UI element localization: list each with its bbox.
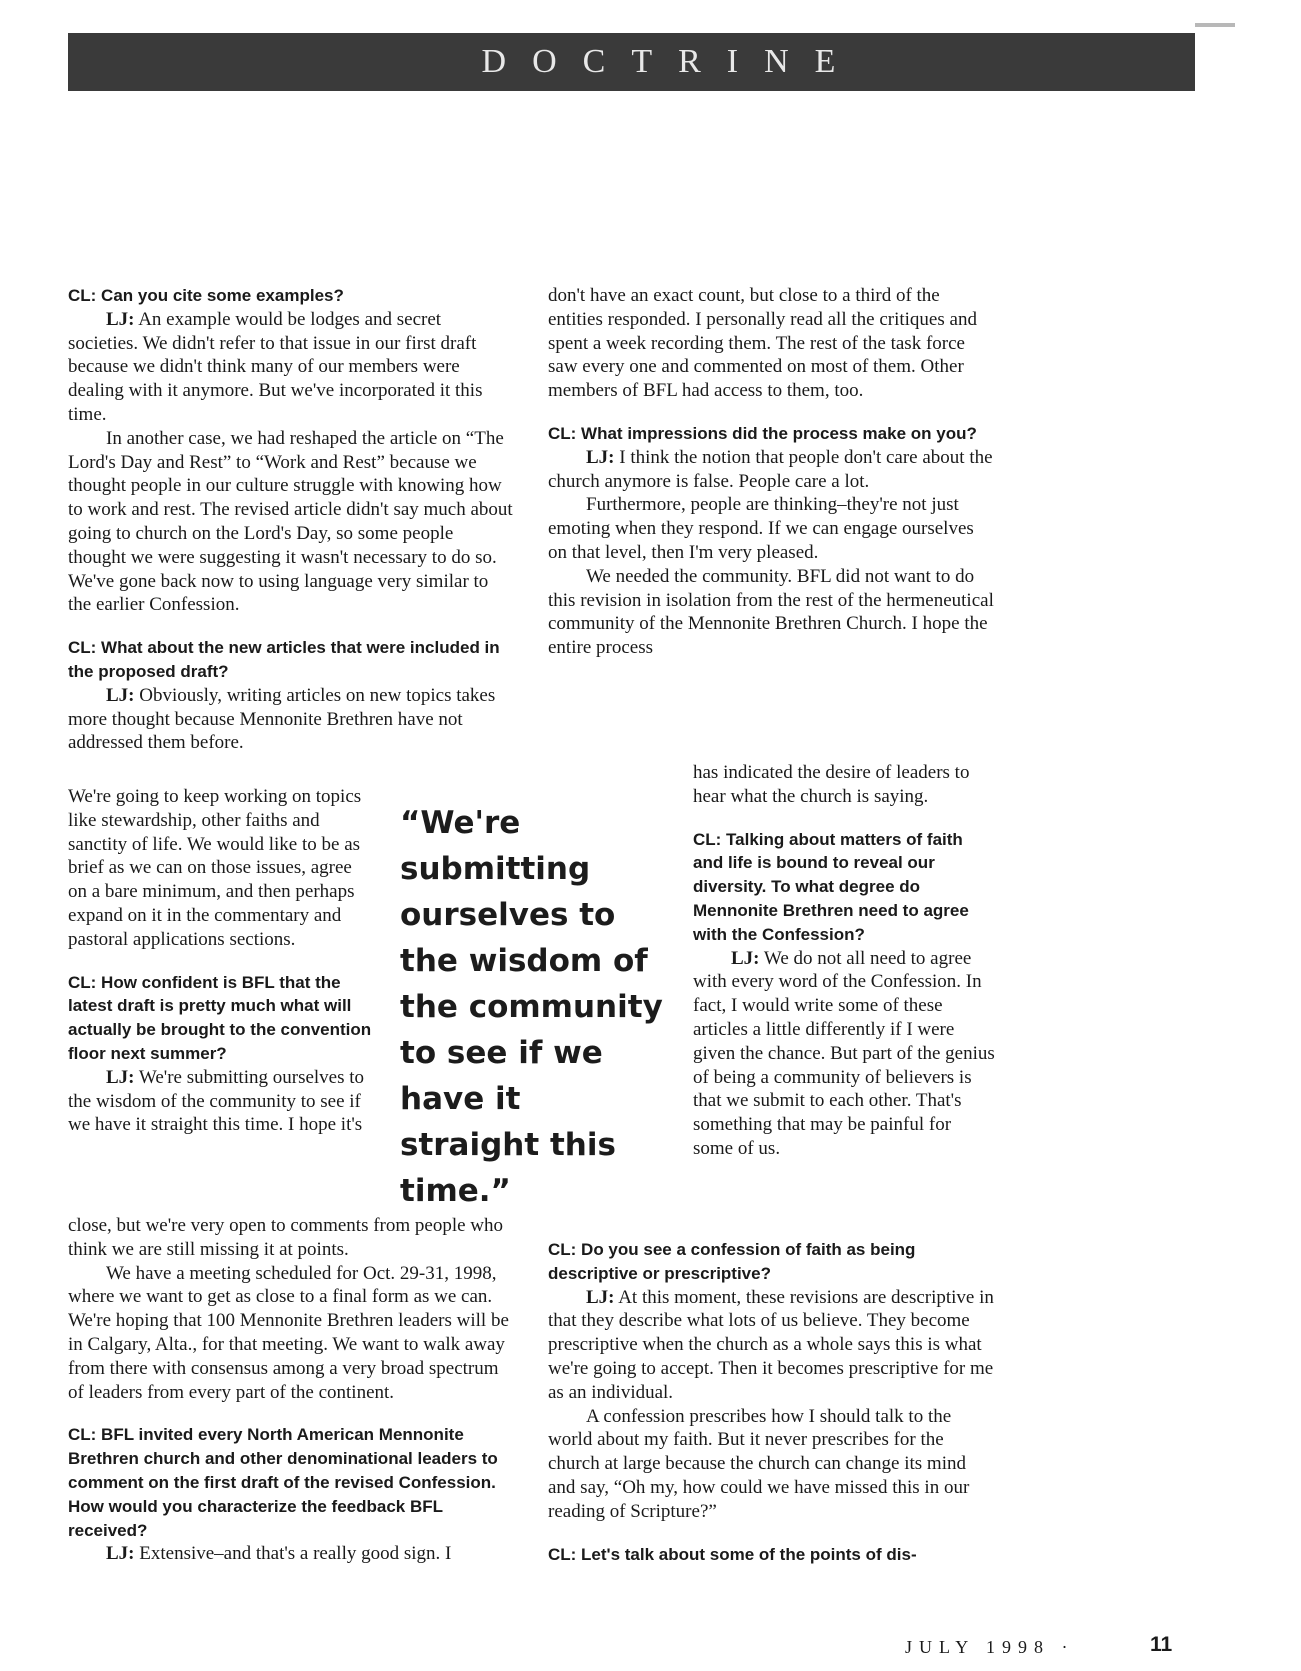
question: CL: Let's talk about some of the points of dis-	[548, 1544, 917, 1564]
paragraph: Furthermore, people are thinking–they're not just emoting when they respond. If we can engage ourselves on that level, then I'm very pleased.	[548, 494, 974, 563]
answer	[548, 1286, 995, 1405]
answer-text: Extensive–and that's a really good sign. I	[139, 1543, 452, 1565]
answer-lead: LJ:	[731, 947, 760, 969]
left-column-bottom	[68, 1214, 515, 1566]
answer	[68, 1542, 515, 1566]
question: CL: BFL invited every North American Mennonite Brethren church and other denominational leaders to comment on the first draft of the revised Confession. How would you characterize the feedback BFL received?	[68, 1425, 498, 1540]
answer-text: An example would be lodges and secret societies. We didn't refer to that issue in our first draft because we didn't think many of our members were dealing with it anymore. But we've incorporated it this time.	[68, 308, 483, 425]
question: CL: Do you see a confession of faith as being descriptive or prescriptive?	[548, 1240, 916, 1283]
paragraph: A confession prescribes how I should talk to the world about my faith. But it never prescribes for the church at large because the church can change its mind and say, “Oh my, how could we have missed this in our reading of Scripture?”	[548, 1405, 970, 1522]
answer	[68, 1066, 375, 1137]
paragraph: In another case, we had reshaped the article on “The Lord's Day and Rest” to “Work and Rest” because we thought people in our culture struggle with knowing how to work and rest. The revised article didn't say much about going to church on the Lord's Day, so some people thought we were suggesting it wasn't necessary to do so. We've gone back now to using language very similar to the earlier Confession.	[68, 427, 513, 616]
pull-quote	[400, 800, 670, 1214]
left-column-narrow	[68, 785, 375, 1137]
answer	[68, 308, 515, 427]
pull-quote-text: “We're submitting ourselves to the wisdom of the community to see if we have it straight this time.”	[400, 805, 663, 1209]
section-banner	[68, 33, 1195, 91]
paragraph: We have a meeting scheduled for Oct. 29-31, 1998, where we want to get as close to a final form as we can. We're hoping that 100 Mennonite Brethren leaders will be in Calgary, Alta., for that meeting. We want to walk away from there with consensus among a very broad spectrum of leaders from every part of the continent.	[68, 1262, 509, 1403]
answer-lead: LJ:	[586, 446, 615, 468]
right-column-narrow	[693, 761, 995, 1161]
answer-text: We do not all need to agree with every word of the Confession. In fact, I would write some of these articles a little differently if I were given the chance. But part of the genius of being a community of believers is that we submit to each other. That's something that may be painful for some of us.	[693, 947, 995, 1159]
paragraph: close, but we're very open to comments from people who think we are still missing it at points.	[68, 1215, 504, 1260]
question: CL: How confident is BFL that the latest draft is pretty much what will actually be brought to the convention floor next summer?	[68, 972, 372, 1063]
answer-text: We're submitting ourselves to the wisdom of the community to see if we have it straight this time. I hope it's	[68, 1066, 365, 1136]
paragraph: has indicated the desire of leaders to hear what the church is saying.	[693, 762, 970, 807]
answer-lead: LJ:	[106, 684, 135, 706]
question: CL: What impressions did the process make on you?	[548, 423, 977, 443]
banner-rule	[1195, 23, 1235, 27]
answer-lead: LJ:	[106, 1543, 135, 1565]
answer-text: I think the notion that people don't care about the church anymore is false. People care a lot.	[548, 446, 993, 492]
answer-lead: LJ:	[106, 308, 135, 330]
paragraph: don't have an exact count, but close to a third of the entities responded. I personally read all the critiques and spent a week recording them. The rest of the task force saw every one and commented on most of them. Other members of BFL had access to them, too.	[548, 285, 977, 402]
answer	[68, 684, 515, 755]
answer-text: At this moment, these revisions are descriptive in that they describe what lots of us believe. They become prescriptive when the church as a whole says this is what we're going to accept. Then it becomes prescriptive for me as an individual.	[548, 1286, 994, 1403]
page-number: 11	[1150, 1633, 1173, 1656]
answer-text: Obviously, writing articles on new topics takes more thought because Mennonite Brethren have not addressed them before.	[68, 684, 496, 754]
question: CL: Can you cite some examples?	[68, 286, 344, 305]
question: CL: What about the new articles that were included in the proposed draft?	[68, 638, 500, 681]
question: CL: Talking about matters of faith and life is bound to reveal our diversity. To what degree do Mennonite Brethren need to agree with the Confession?	[693, 829, 969, 944]
answer-lead: LJ:	[106, 1066, 135, 1088]
left-column-top	[68, 284, 515, 755]
right-column-top	[548, 284, 995, 660]
right-column-bottom	[548, 1238, 995, 1566]
answer	[693, 947, 995, 1161]
section-title: DOCTRINE	[481, 43, 862, 80]
issue-date: JULY 1998 ·	[905, 1637, 1075, 1657]
answer-lead: LJ:	[586, 1286, 615, 1308]
paragraph: We're going to keep working on topics like stewardship, other faiths and sanctity of life. We would like to be as brief as we can on those issues, agree on a bare minimum, and then perhaps expand on it in the commentary and pastoral applications sections.	[68, 786, 362, 950]
paragraph: We needed the community. BFL did not want to do this revision in isolation from the rest of the hermeneutical community of the Mennonite Brethren Church. I hope the entire process	[548, 565, 994, 659]
answer	[548, 446, 995, 494]
